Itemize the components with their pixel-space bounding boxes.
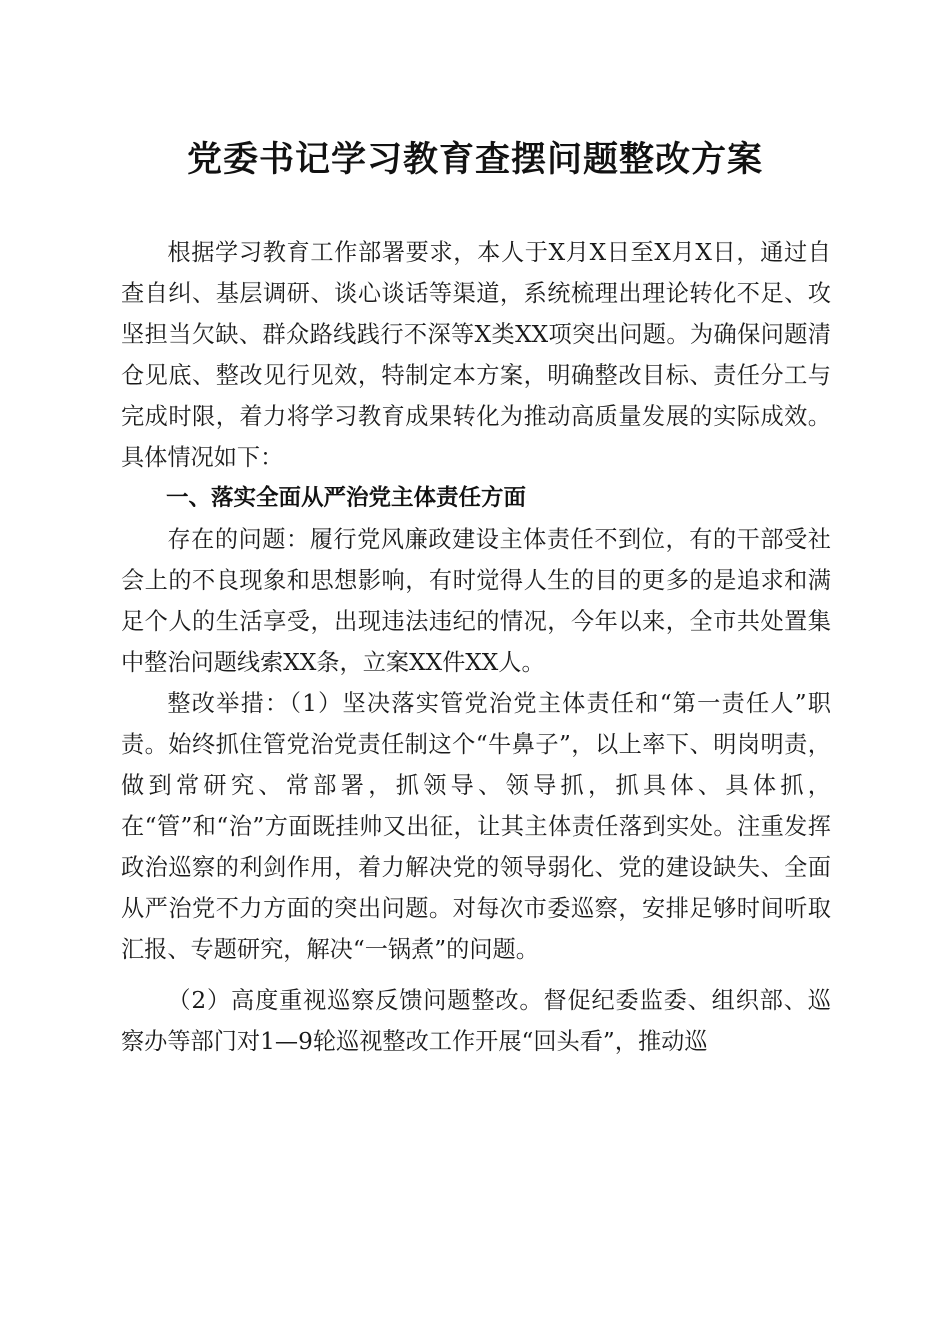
section-heading: 一、落实全面从严治党主体责任方面	[166, 485, 527, 511]
document-title: 党委书记学习教育查摆问题整改方案	[186, 139, 763, 180]
measures-paragraph: 整改举措：（1）坚决落实管党治党主体责任和“第一责任人”职责。始终抓住管党治党责任制这个“牛鼻子”，以上率下、明岗明责，做到常研究、常部署，抓领导、领导抓，抓具体、具体抓，在“管”和“治”方面既挂帅又出征，让其主体责任落到实处。注重发挥政治巡察的利剑作用，着力解决党的领导弱化、党的建设缺失、全面从严治党不力方面的突出问题。对每次市委巡察，安排足够时间听取汇报、专题研究，解决“一锅煮”的问题。	[121, 690, 831, 963]
intro-paragraph: 根据学习教育工作部署要求，本人于X月X日至X月X日，通过自查自纠、基层调研、谈心谈话等渠道，系统梳理出理论转化不足、攻坚担当欠缺、群众路线践行不深等X类XX项突出问题。为确保问题清仓见底、整改见行见效，特制定本方案，明确整改目标、责任分工与完成时限，着力将学习教育成果转化为推动高质量发展的实际成效。具体情况如下：	[121, 239, 831, 471]
problems-paragraph: 存在的问题：履行党风廉政建设主体责任不到位，有的干部受社会上的不良现象和思想影响，有时觉得人生的目的更多的是追求和满足个人的生活享受，出现违法违纪的情况，今年以来，全市共处置集中整治问题线索XX条，立案XX件XX人。	[121, 526, 831, 676]
measures-paragraph-2: （2）高度重视巡察反馈问题整改。督促纪委监委、组织部、巡察办等部门对1—9轮巡视整改工作开展“回头看”，推动巡	[121, 987, 831, 1055]
document-body	[121, 232, 831, 1062]
